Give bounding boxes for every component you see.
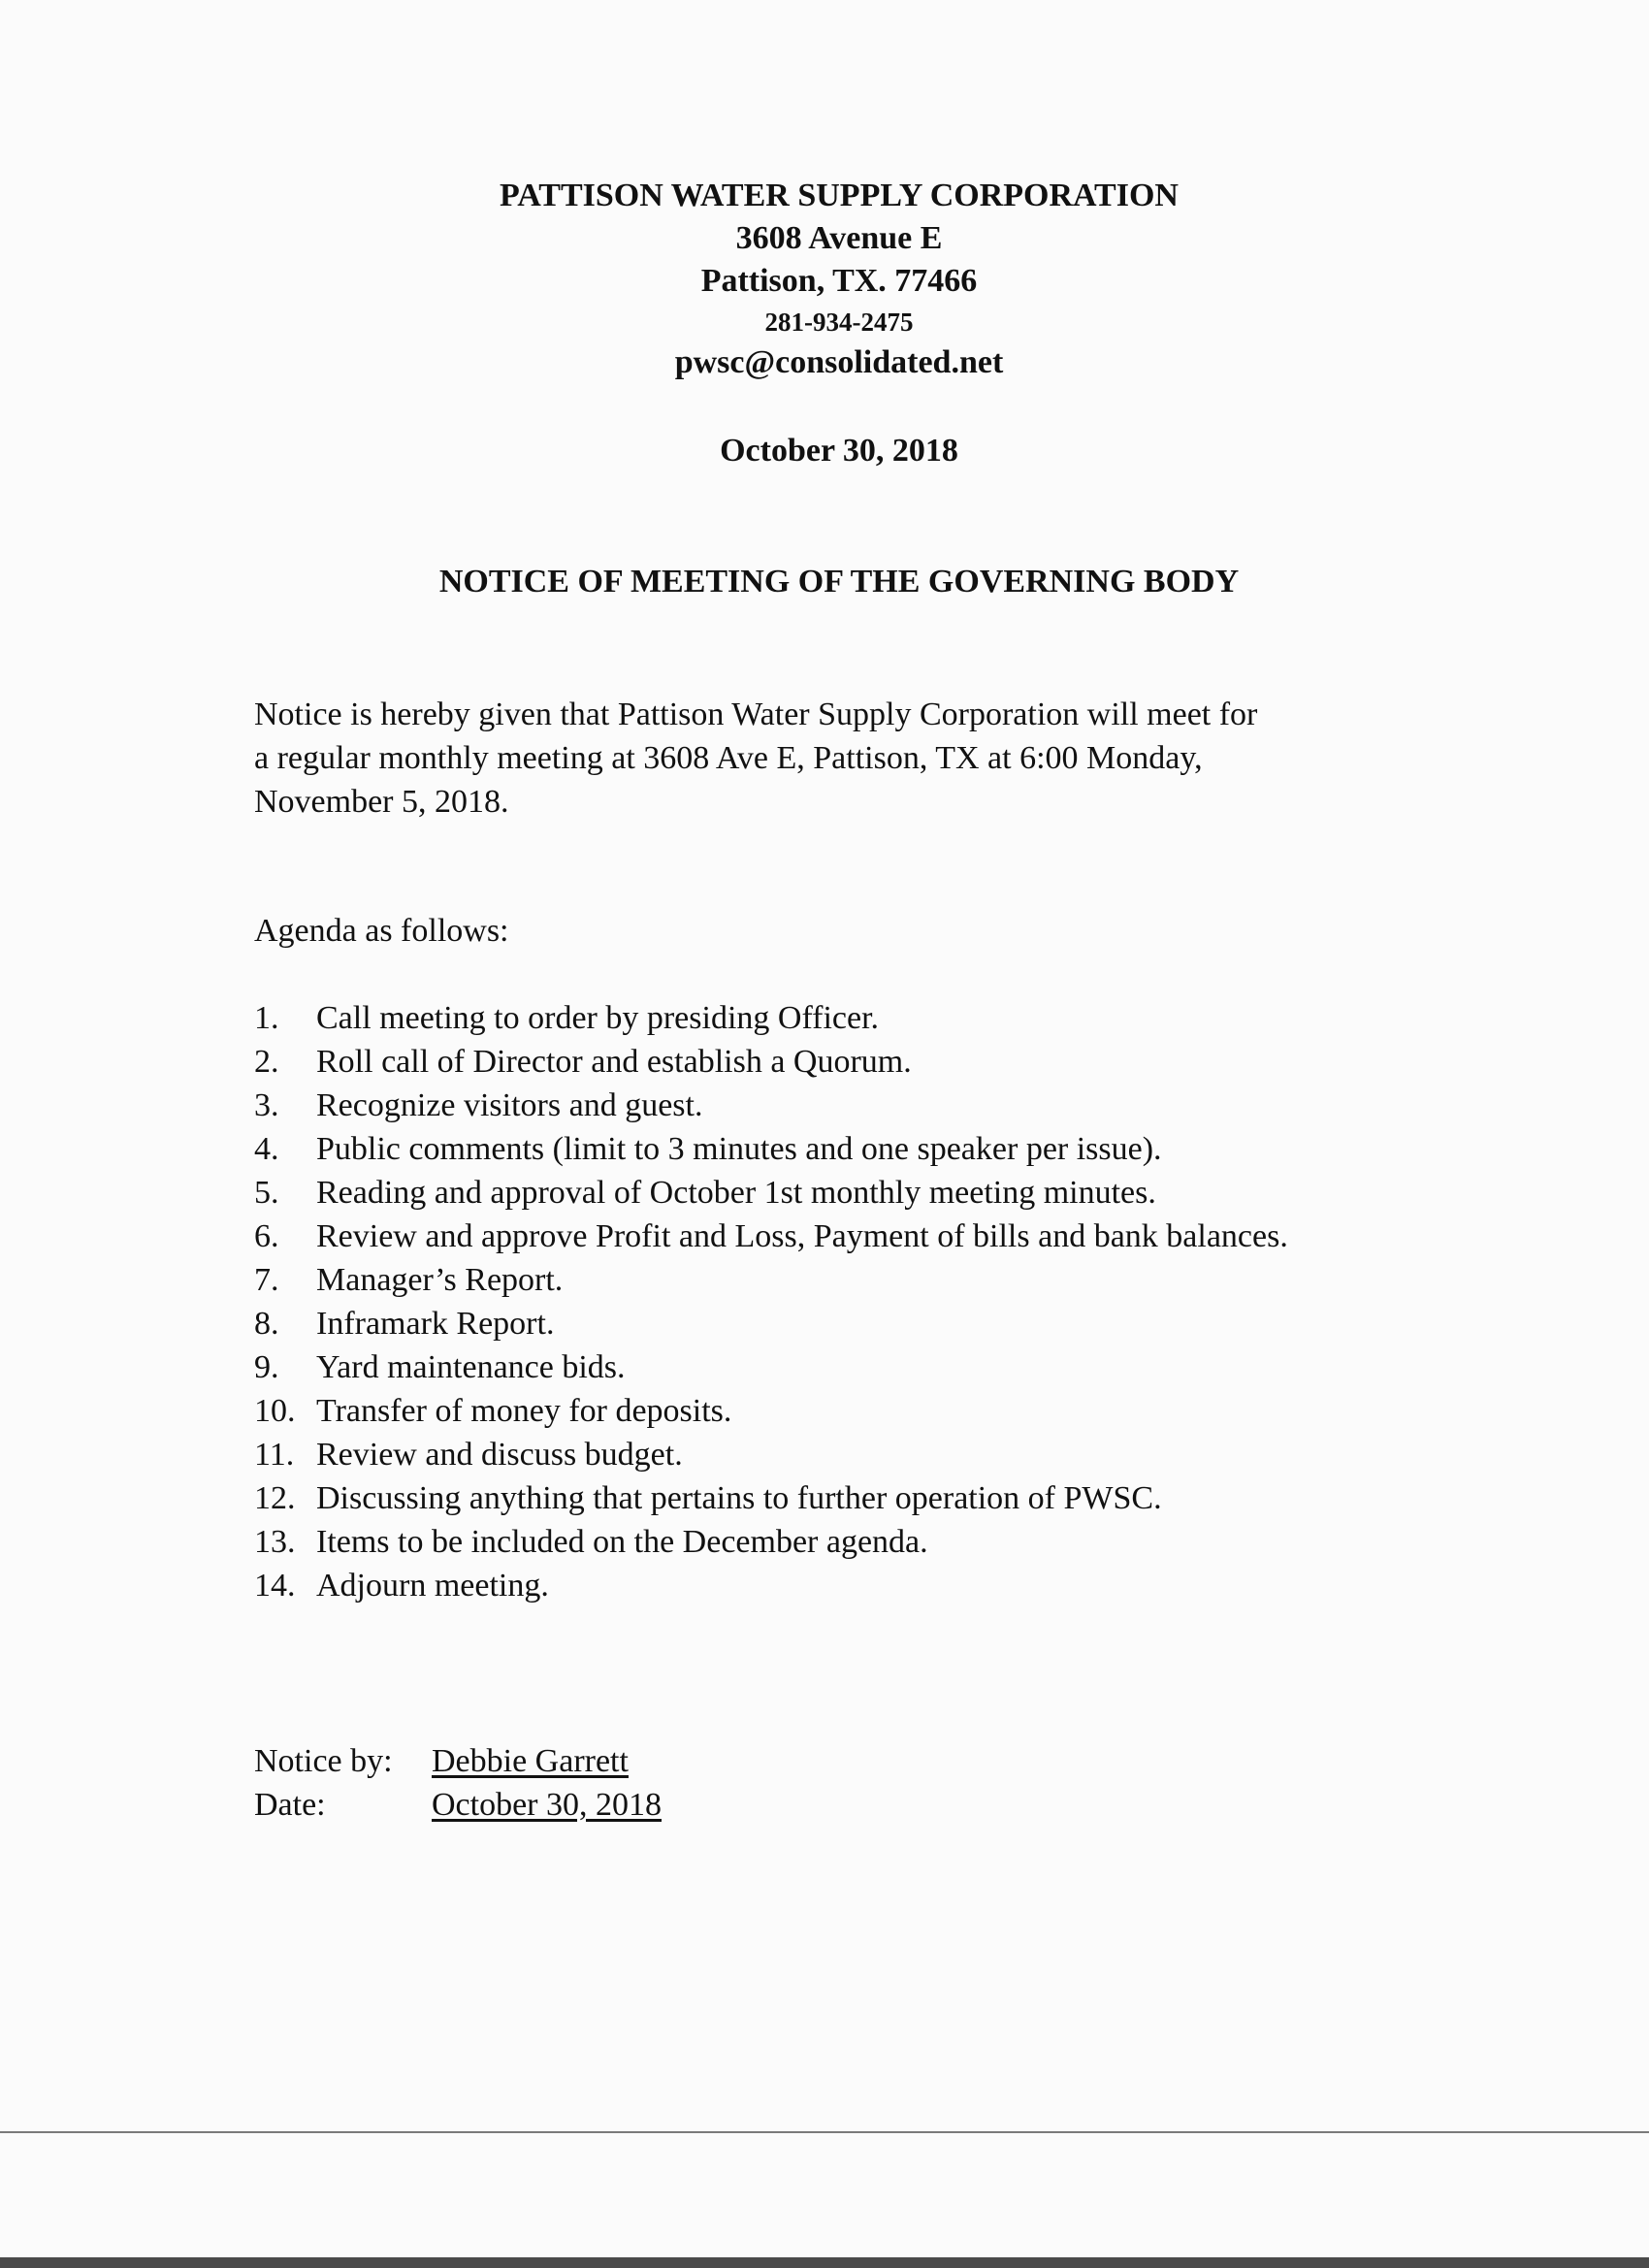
notice-by-label: Notice by: bbox=[254, 1743, 393, 1779]
agenda-item-number: 12. bbox=[254, 1480, 296, 1516]
agenda-item-text: Recognize visitors and guest. bbox=[316, 1087, 703, 1123]
agenda-item-text: Call meeting to order by presiding Officer. bbox=[316, 1000, 880, 1036]
phone-number: 281-934-2475 bbox=[764, 308, 914, 337]
letterhead bbox=[0, 175, 1649, 384]
notice-line: Notice is hereby given that Pattison Water Supply Corporation will meet for bbox=[254, 697, 1258, 732]
notice-by-row bbox=[254, 1739, 662, 1783]
email-address: pwsc@consolidated.net bbox=[674, 344, 1004, 380]
notice-line: November 5, 2018. bbox=[254, 784, 509, 820]
signoff-date-label: Date: bbox=[254, 1787, 326, 1823]
agenda-item bbox=[254, 1258, 1467, 1302]
agenda-list bbox=[254, 996, 1467, 1607]
agenda-item-text: Inframark Report. bbox=[316, 1306, 555, 1342]
notice-paragraph bbox=[254, 693, 1467, 824]
agenda-item-number: 13. bbox=[254, 1524, 296, 1560]
agenda-item-text: Discussing anything that pertains to further operation of PWSC. bbox=[316, 1480, 1162, 1516]
agenda-item bbox=[254, 1127, 1467, 1171]
agenda-item-text: Adjourn meeting. bbox=[316, 1568, 549, 1604]
agenda-item bbox=[254, 1389, 1467, 1433]
agenda-item-text: Manager’s Report. bbox=[316, 1262, 564, 1298]
agenda-item-number: 3. bbox=[254, 1087, 279, 1123]
street-address: 3608 Avenue E bbox=[735, 220, 943, 256]
agenda-intro: Agenda as follows: bbox=[254, 913, 509, 949]
agenda-item-number: 11. bbox=[254, 1437, 295, 1473]
agenda-item bbox=[254, 1345, 1467, 1389]
organization-name: PATTISON WATER SUPPLY CORPORATION bbox=[500, 178, 1179, 213]
agenda-item-text: Items to be included on the December agenda. bbox=[316, 1524, 928, 1560]
agenda-item bbox=[254, 1040, 1467, 1084]
agenda-item bbox=[254, 1084, 1467, 1127]
signoff-date-row bbox=[254, 1783, 662, 1827]
city-state-zip: Pattison, TX. 77466 bbox=[700, 263, 978, 299]
signoff-block bbox=[254, 1739, 662, 1827]
agenda-item-number: 5. bbox=[254, 1175, 279, 1211]
signoff-date-value: October 30, 2018 bbox=[432, 1787, 663, 1823]
agenda-item bbox=[254, 1476, 1467, 1520]
agenda-item-text: Review and approve Profit and Loss, Payment of bills and bank balances. bbox=[316, 1218, 1288, 1254]
notice-by-name: Debbie Garrett bbox=[432, 1743, 629, 1779]
agenda-item-text: Transfer of money for deposits. bbox=[316, 1393, 732, 1429]
agenda-item-number: 6. bbox=[254, 1218, 279, 1254]
agenda-item-text: Roll call of Director and establish a Quorum. bbox=[316, 1044, 912, 1080]
footer-divider bbox=[0, 2131, 1649, 2133]
agenda-item-text: Yard maintenance bids. bbox=[316, 1349, 626, 1385]
agenda-item-number: 2. bbox=[254, 1044, 279, 1080]
agenda-item bbox=[254, 996, 1467, 1040]
agenda-item bbox=[254, 1433, 1467, 1476]
agenda-item bbox=[254, 1215, 1467, 1258]
agenda-item-number: 8. bbox=[254, 1306, 279, 1342]
agenda-item-number: 1. bbox=[254, 1000, 279, 1036]
agenda-item bbox=[254, 1564, 1467, 1607]
agenda-item-number: 10. bbox=[254, 1393, 296, 1429]
notice-line: a regular monthly meeting at 3608 Ave E, Pattison, TX at 6:00 Monday, bbox=[254, 740, 1203, 776]
notice-title: NOTICE OF MEETING OF THE GOVERNING BODY bbox=[438, 564, 1240, 599]
agenda-item-text: Review and discuss budget. bbox=[316, 1437, 683, 1473]
document-date: October 30, 2018 bbox=[720, 433, 958, 469]
agenda-item-number: 14. bbox=[254, 1568, 296, 1604]
agenda-item-text: Public comments (limit to 3 minutes and one speaker per issue). bbox=[316, 1131, 1162, 1167]
scan-edge bbox=[0, 2257, 1649, 2268]
agenda-item-text: Reading and approval of October 1st monthly meeting minutes. bbox=[316, 1175, 1156, 1211]
agenda-item bbox=[254, 1520, 1467, 1564]
agenda-item bbox=[254, 1171, 1467, 1215]
agenda-item-number: 4. bbox=[254, 1131, 279, 1167]
agenda-item bbox=[254, 1302, 1467, 1345]
agenda-item-number: 9. bbox=[254, 1349, 279, 1385]
agenda-item-number: 7. bbox=[254, 1262, 279, 1298]
